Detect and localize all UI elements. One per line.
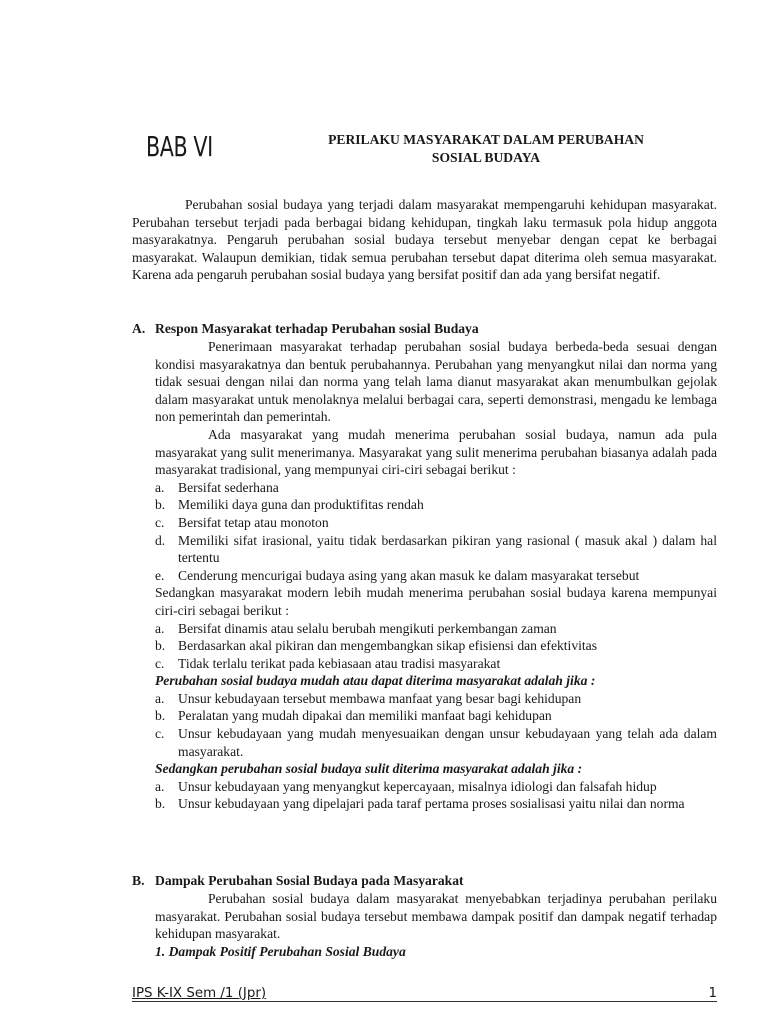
list-item	[155, 725, 717, 760]
list-item	[155, 479, 717, 497]
traditional-traits-list	[155, 479, 717, 585]
list-item	[155, 532, 717, 567]
list-item-marker: b.	[155, 497, 166, 513]
list-item-marker: a.	[155, 479, 165, 495]
list-item-text: Bersifat tetap atau monoton	[178, 514, 329, 530]
list-item-marker: e.	[155, 567, 165, 583]
intro-paragraph: Perubahan sosial budaya yang terjadi dalam masyarakat mempengaruhi kehidupan masyarakat. Perubahan tersebut terjadi pada berbagai bidang kehidupan, tingkah laku termasuk pola hidup anggota masyarakatnya. Pengaruh perubahan sosial budaya tersebut menyebar dengan cepat ke berbagai masyarakat. Walaupun demikian, tidak semua perubahan tersebut dapat diterima oleh semua masyarakat. Karena ada pengaruh perubahan sosial budaya yang bersifat positif dan ada yang bersifat negatif.	[132, 197, 717, 283]
list-item-text: Unsur kebudayaan yang menyangkut kepercayaan, misalnya idiologi dan falsafah hidup	[178, 778, 657, 794]
section-a-paragraph-2: Ada masyarakat yang mudah menerima perubahan sosial budaya, namun ada pula masyarakat yang sulit menerimanya. Masyarakat yang sulit menerima perubahan biasanya adalah pada masyarakat tradisional, yang mempunyai ciri-ciri sebagai berikut :	[155, 426, 717, 478]
list-item-marker: a.	[155, 778, 165, 794]
hard-accept-list	[155, 778, 717, 813]
list-item-marker: b.	[155, 796, 166, 812]
hard-accept-heading: Sedangkan perubahan sosial budaya sulit diterima masyarakat adalah jika :	[155, 761, 583, 777]
list-item-text: Bersifat dinamis atau selalu berubah mengikuti perkembangan zaman	[178, 620, 557, 636]
list-item	[155, 637, 717, 655]
list-item-text: Cenderung mencurigai budaya asing yang akan masuk ke dalam masyarakat tersebut	[178, 567, 640, 583]
chapter-title-line-1: PERILAKU MASYARAKAT DALAM PERUBAHAN	[328, 132, 644, 147]
easy-accept-heading: Perubahan sosial budaya mudah atau dapat diterima masyarakat adalah jika :	[155, 673, 596, 689]
list-item-text: Unsur kebudayaan tersebut membawa manfaat yang besar bagi kehidupan	[178, 690, 582, 706]
section-b-subheading-1: 1. Dampak Positif Perubahan Sosial Budaya	[155, 943, 406, 959]
section-a-paragraph-1: Penerimaan masyarakat terhadap perubahan sosial budaya berbeda-beda sesuai dengan kondisi masyarakatnya dan bentuk perubahannya. Perubahan yang menyangkut nilai dan norma yang tidak sesuai dengan nilai dan norma yang telah lama dianut masyarakat akan menumbulkan gejolak dalam masyarakat untuk menolaknya melalui berbagai cara, seperti demonstrasi, mengadu ke lembaga non pemerintah dan pemerintah.	[155, 339, 717, 425]
page-number: 1	[708, 986, 717, 1001]
chapter-number: BAB VI	[146, 130, 213, 163]
list-item	[155, 567, 717, 585]
list-item-text: Tidak terlalu terikat pada kebiasaan atau tradisi masyarakat	[178, 655, 501, 671]
list-item	[155, 514, 717, 532]
section-a-content	[155, 338, 717, 813]
easy-accept-list	[155, 690, 717, 760]
list-item-marker: b.	[155, 638, 166, 654]
chapter-title-line-2: SOSIAL BUDAYA	[431, 150, 541, 165]
list-item-marker: c.	[155, 655, 165, 671]
chapter-title	[290, 131, 682, 167]
list-item-text: Memiliki sifat irasional, yaitu tidak berdasarkan pikiran yang rasional ( masuk akal ) dalam hal tertentu	[178, 532, 717, 566]
list-item	[155, 778, 717, 796]
list-item-text: Peralatan yang mudah dipakai dan memiliki manfaat bagi kehidupan	[178, 708, 552, 724]
list-item	[155, 496, 717, 514]
page-footer	[132, 986, 717, 1002]
list-item	[155, 690, 717, 708]
list-item	[155, 655, 717, 673]
list-item-marker: d.	[155, 532, 166, 548]
section-b-heading: B. Dampak Perubahan Sosial Budaya pada Masyarakat	[132, 873, 464, 888]
modern-traits-list	[155, 620, 717, 673]
list-item-text: Unsur kebudayaan yang dipelajari pada taraf pertama proses sosialisasi yaitu nilai dan norma	[178, 796, 685, 812]
list-item-text: Memiliki daya guna dan produktifitas rendah	[178, 497, 424, 513]
list-item	[155, 707, 717, 725]
list-item-marker: c.	[155, 726, 165, 742]
list-item-text: Bersifat sederhana	[178, 479, 279, 495]
list-item-text: Unsur kebudayaan yang mudah menyesuaikan dengan unsur kebudayaan yang telah ada dalam masyarakat.	[178, 726, 717, 759]
section-a-paragraph-3: Sedangkan masyarakat modern lebih mudah menerima perubahan sosial budaya karena mempunyai ciri-ciri sebagai berikut :	[155, 585, 717, 618]
footer-course-label: IPS K-IX Sem /1 (Jpr)	[132, 986, 267, 1001]
list-item	[155, 620, 717, 638]
list-item-marker: a.	[155, 620, 165, 636]
section-a-heading: A. Respon Masyarakat terhadap Perubahan sosial Budaya	[132, 321, 479, 336]
list-item-marker: b.	[155, 708, 166, 724]
list-item	[155, 795, 717, 813]
list-item-text: Berdasarkan akal pikiran dan mengembangkan sikap efisiensi dan efektivitas	[178, 638, 597, 654]
section-b-paragraph-1: Perubahan sosial budaya dalam masyarakat menyebabkan terjadinya perubahan perilaku masyarakat. Perubahan sosial budaya tersebut membawa dampak positif dan dampak negatif terhadap kehidupan masyarakat.	[155, 891, 717, 942]
list-item-marker: c.	[155, 514, 165, 530]
section-b-content	[155, 890, 717, 960]
list-item-marker: a.	[155, 690, 165, 706]
